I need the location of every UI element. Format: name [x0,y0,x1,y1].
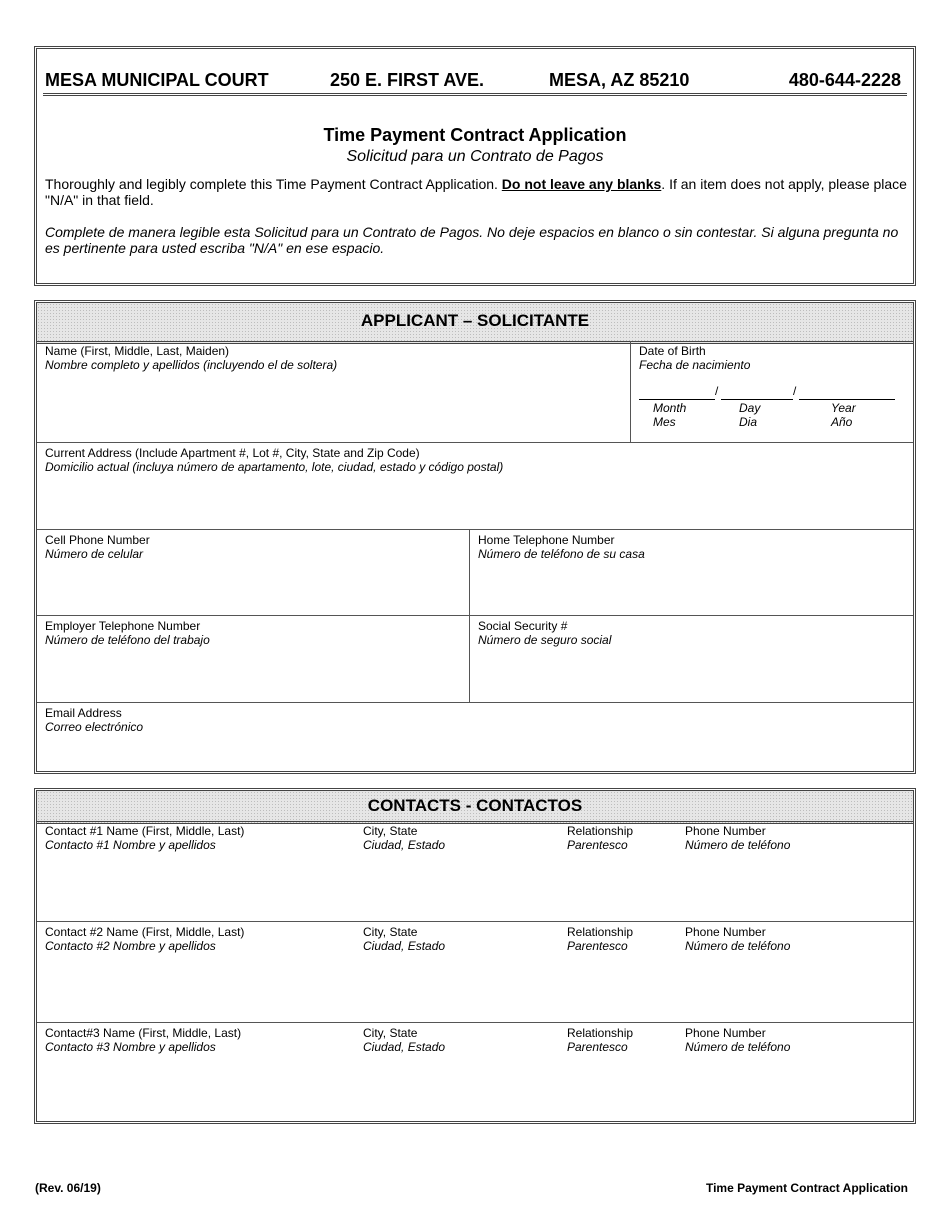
contact-1-city-field[interactable] [355,821,559,921]
cell-phone-label-es: Número de celular [45,547,144,561]
contact-row-1 [37,821,913,922]
contact-1-city-label-es: Ciudad, Estado [363,838,446,852]
ssn-label-es: Número de seguro social [478,633,612,647]
contact-2-city-label: City, State [363,925,418,939]
contact-1-phone-label-es: Número de teléfono [685,838,791,852]
dob-slash-2: / [793,384,797,398]
home-phone-label: Home Telephone Number [478,533,615,547]
contact-2-phone-field[interactable] [677,922,913,1022]
contact-2-relationship-label: Relationship [567,925,634,939]
contact-1-relationship-label: Relationship [567,824,634,838]
court-header-box [34,46,916,286]
contact-3-city-label-es: Ciudad, Estado [363,1040,446,1054]
social-security-field[interactable] [470,616,913,703]
instructions-english-part1: Thoroughly and legibly complete this Time Payment Contract Application. [45,176,498,192]
date-of-birth-field[interactable] [631,341,913,443]
contact-row-2 [37,922,913,1023]
applicant-name-label: Name (First, Middle, Last, Maiden) [45,344,230,358]
court-street: 250 E. FIRST AVE. [330,70,485,90]
ssn-label: Social Security # [478,619,568,633]
instructions-spanish: Complete de manera legible esta Solicitud para un Contrato de Pagos. No deje espacios en blanco o sin contestar. Si alguna pregunta no es pertinente para usted escriba "N/A" en ese espacio. [45,224,899,256]
form-title: Time Payment Contract Application [323,125,627,145]
contact-3-city-field[interactable] [355,1023,559,1121]
contact-1-phone-label: Phone Number [685,824,766,838]
contact-3-name-field[interactable] [37,1023,355,1121]
contact-2-phone-label: Phone Number [685,925,766,939]
contacts-section [34,788,916,1124]
dob-day-line[interactable] [721,399,793,400]
contact-3-relationship-label-es: Parentesco [567,1040,628,1054]
contact-3-city-label: City, State [363,1026,418,1040]
footer-revision: (Rev. 06/19) [35,1181,101,1195]
court-city: MESA, AZ 85210 [549,70,690,90]
employer-phone-label: Employer Telephone Number [45,619,201,633]
contact-2-phone-label-es: Número de teléfono [685,939,791,953]
contact-3-relationship-label: Relationship [567,1026,634,1040]
dob-year-en: Year [831,401,856,415]
contact-3-relationship-field[interactable] [559,1023,677,1121]
contact-2-relationship-field[interactable] [559,922,677,1022]
dob-month-es: Mes [653,415,676,429]
contact-1-name-label-es: Contacto #1 Nombre y apellidos [45,838,216,852]
dob-label: Date of Birth [639,344,706,358]
contact-1-city-label: City, State [363,824,418,838]
instructions-english-part2: . If an item does not apply, please place "N/A" in that field. [45,176,907,208]
address-label-es: Domicilio actual (incluya número de apartamento, lote, ciudad, estado y código postal) [45,460,504,474]
home-phone-label-es: Número de teléfono de su casa [478,547,645,561]
contact-3-phone-label-es: Número de teléfono [685,1040,791,1054]
dob-month-en: Month [653,401,687,415]
contact-3-name-label-es: Contacto #3 Nombre y apellidos [45,1040,216,1054]
contact-2-name-field[interactable] [37,922,355,1022]
email-label-es: Correo electrónico [45,720,144,734]
contact-3-phone-field[interactable] [677,1023,913,1121]
contact-row-3 [37,1023,913,1121]
dob-month-label [653,401,686,429]
court-phone: 480-644-2228 [788,70,901,90]
employer-phone-label-es: Número de teléfono del trabajo [45,633,210,647]
employer-phone-field[interactable] [37,616,470,703]
email-label: Email Address [45,706,122,720]
contact-1-phone-field[interactable] [677,821,913,921]
contacts-section-title: CONTACTS - CONTACTOS [367,796,583,815]
instructions-english-emphasis: Do not leave any blanks [501,176,662,192]
dob-year-es: Año [831,415,853,429]
contact-1-name-field[interactable] [37,821,355,921]
contact-1-relationship-field[interactable] [559,821,677,921]
applicant-section-header [37,303,913,344]
cell-phone-field[interactable] [37,530,470,616]
dob-slash-1: / [715,384,719,398]
contact-1-name-label: Contact #1 Name (First, Middle, Last) [45,824,245,838]
contacts-section-header [37,791,913,824]
home-phone-field[interactable] [470,530,913,616]
footer-form-name: Time Payment Contract Application [705,1181,908,1195]
contact-2-city-field[interactable] [355,922,559,1022]
applicant-name-field[interactable] [37,341,631,443]
dob-day-label [739,401,760,429]
contact-2-relationship-label-es: Parentesco [567,939,628,953]
contact-1-relationship-label-es: Parentesco [567,838,628,852]
contact-3-phone-label: Phone Number [685,1026,766,1040]
dob-label-es: Fecha de nacimiento [639,358,751,372]
cell-phone-label: Cell Phone Number [45,533,150,547]
dob-day-en: Day [739,401,761,415]
dob-day-es: Dia [739,415,758,429]
current-address-field[interactable] [37,443,913,530]
court-header-row [43,67,907,96]
contact-2-name-label-es: Contacto #2 Nombre y apellidos [45,939,216,953]
email-field[interactable] [37,703,913,771]
applicant-name-label-es: Nombre completo y apellidos (incluyendo el de soltera) [45,358,338,372]
address-label: Current Address (Include Apartment #, Lot #, City, State and Zip Code) [45,446,420,460]
applicant-section [34,300,916,774]
dob-month-line[interactable] [639,399,715,400]
court-name: MESA MUNICIPAL COURT [45,70,269,90]
form-subtitle: Solicitud para un Contrato de Pagos [346,148,604,165]
contact-2-city-label-es: Ciudad, Estado [363,939,446,953]
contact-3-name-label: Contact#3 Name (First, Middle, Last) [45,1026,242,1040]
instructions-english [45,176,907,208]
dob-year-line[interactable] [799,399,895,400]
applicant-section-title: APPLICANT – SOLICITANTE [360,311,590,330]
dob-year-label [831,401,856,429]
contact-2-name-label: Contact #2 Name (First, Middle, Last) [45,925,245,939]
